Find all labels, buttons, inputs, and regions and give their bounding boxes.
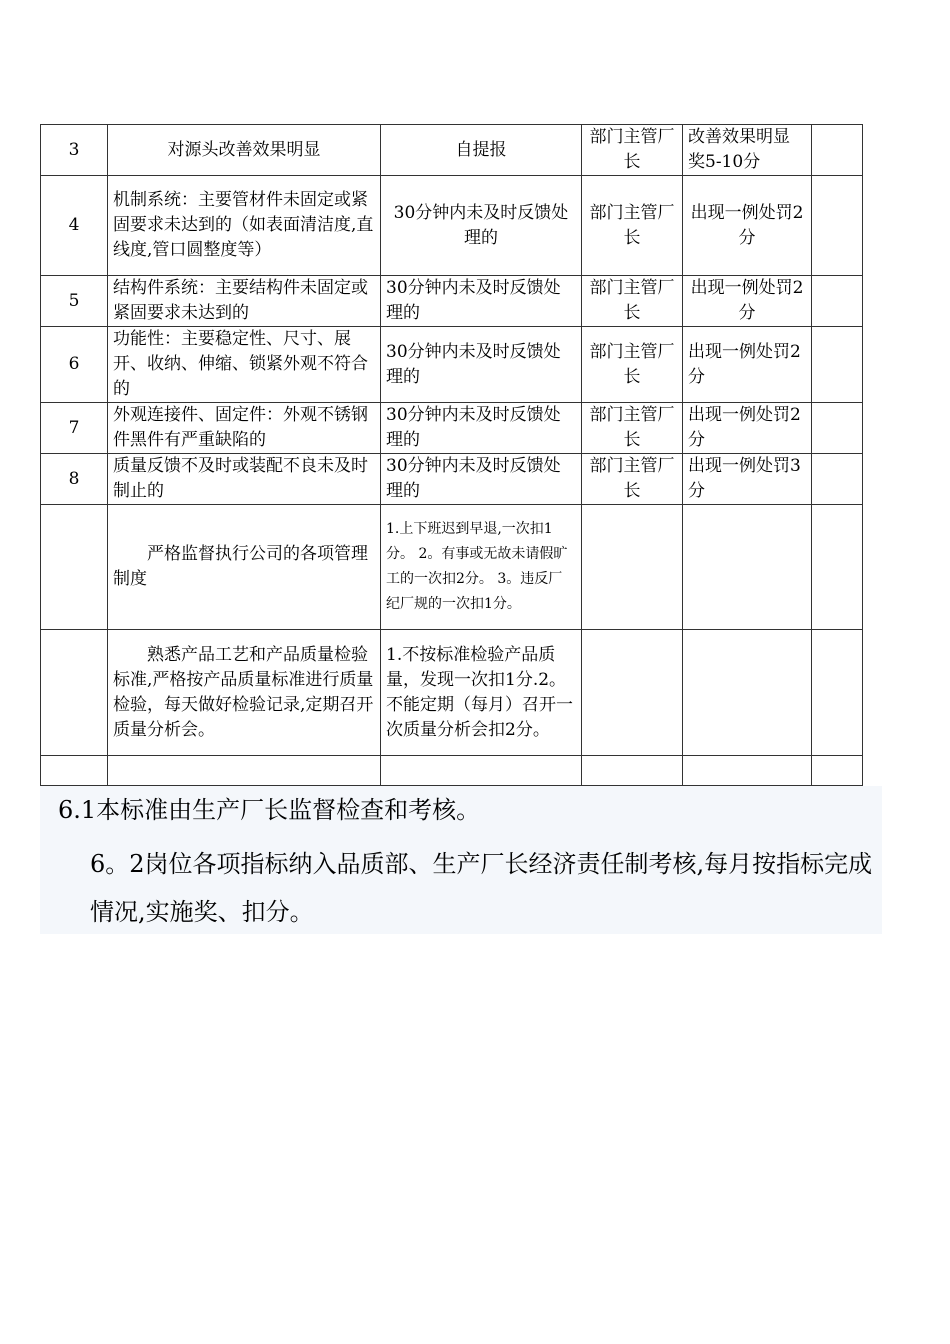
assessment-standard: 30分钟内未及时反馈处理的 — [381, 276, 582, 327]
item-description — [108, 630, 381, 756]
responsible-party — [582, 630, 683, 756]
reward-penalty — [683, 630, 812, 756]
row-number: 5 — [41, 276, 108, 327]
item-description: 机制系统：主要管材件未固定或紧固要求未达到的（如表面清洁度,直线度,管口圆整度等） — [108, 176, 381, 276]
table-row — [41, 756, 863, 786]
row-number: 6 — [41, 327, 108, 403]
reward-penalty: 出现一例处罚3分 — [683, 454, 812, 505]
row-number: 8 — [41, 454, 108, 505]
assessment-table — [40, 124, 863, 786]
item-description — [108, 505, 381, 630]
reward-penalty: 改善效果明显奖5-10分 — [683, 125, 812, 176]
item-description-text: 严格监督执行公司的各项管理制度 — [113, 544, 368, 589]
item-description-text: 熟悉产品工艺和产品质量检验标准,严格按产品质量标准进行质量检验，每天做好检验记录,定期召开质量分析会。 — [113, 644, 374, 740]
empty-cell — [812, 403, 863, 454]
responsible-party: 部门主管厂长 — [582, 403, 683, 454]
empty-cell — [812, 505, 863, 630]
item-description: 功能性：主要稳定性、尺寸、展开、收纳、伸缩、锁紧外观不符合的 — [108, 327, 381, 403]
table-row — [41, 176, 863, 276]
responsible-party: 部门主管厂长 — [582, 276, 683, 327]
responsible-party: 部门主管厂长 — [582, 125, 683, 176]
table-row — [41, 505, 863, 630]
item-description: 对源头改善效果明显 — [108, 125, 381, 176]
empty-cell — [812, 454, 863, 505]
reward-penalty: 出现一例处罚2分 — [683, 327, 812, 403]
reward-penalty — [683, 505, 812, 630]
assessment-standard: 自提报 — [381, 125, 582, 176]
assessment-standard: 30分钟内未及时反馈处理的 — [381, 403, 582, 454]
table-row — [41, 327, 863, 403]
empty-cell — [812, 327, 863, 403]
empty-cell — [812, 176, 863, 276]
empty-cell — [812, 125, 863, 176]
table-row — [41, 276, 863, 327]
reward-penalty: 出现一例处罚2分 — [683, 276, 812, 327]
responsible-party: 部门主管厂长 — [582, 176, 683, 276]
table-row — [41, 403, 863, 454]
assessment-standard: 30分钟内未及时反馈处理的 — [381, 454, 582, 505]
responsible-party — [582, 505, 683, 630]
empty-cell — [812, 630, 863, 756]
empty-cell — [582, 756, 683, 786]
reward-penalty: 出现一例处罚2分 — [683, 176, 812, 276]
row-number: 3 — [41, 125, 108, 176]
item-description: 外观连接件、固定件：外观不锈钢件黑件有严重缺陷的 — [108, 403, 381, 454]
row-number — [41, 630, 108, 756]
assessment-standard: 30分钟内未及时反馈处理的 — [381, 327, 582, 403]
assessment-standard: 1.上下班迟到早退,一次扣1分。 2。有事或无故未请假旷工的一次扣2分。 3。违反厂纪厂规的一次扣1分。 — [381, 505, 582, 630]
responsible-party: 部门主管厂长 — [582, 327, 683, 403]
table-row — [41, 125, 863, 176]
empty-cell — [381, 756, 582, 786]
assessment-standard: 30分钟内未及时反馈处理的 — [381, 176, 582, 276]
assessment-standard: 1.不按标准检验产品质量，发现一次扣1分.2。不能定期（每月）召开一次质量分析会扣2分。 — [381, 630, 582, 756]
empty-cell — [41, 756, 108, 786]
empty-cell — [812, 756, 863, 786]
responsible-party: 部门主管厂长 — [582, 454, 683, 505]
empty-cell — [108, 756, 381, 786]
item-description: 质量反馈不及时或装配不良未及时制止的 — [108, 454, 381, 505]
reward-penalty: 出现一例处罚2分 — [683, 403, 812, 454]
empty-cell — [683, 756, 812, 786]
row-number — [41, 505, 108, 630]
notes-section — [40, 786, 882, 934]
row-number: 7 — [41, 403, 108, 454]
note-6-2: 6。2岗位各项指标纳入品质部、生产厂长经济责任制考核,每月按指标完成情况,实施奖、扣分。 — [90, 850, 873, 926]
item-description: 结构件系统：主要结构件未固定或紧固要求未达到的 — [108, 276, 381, 327]
row-number: 4 — [41, 176, 108, 276]
note-6-1: 6.1本标准由生产厂长监督检查和考核。 — [58, 796, 481, 824]
table-row — [41, 630, 863, 756]
table-row — [41, 454, 863, 505]
empty-cell — [812, 276, 863, 327]
